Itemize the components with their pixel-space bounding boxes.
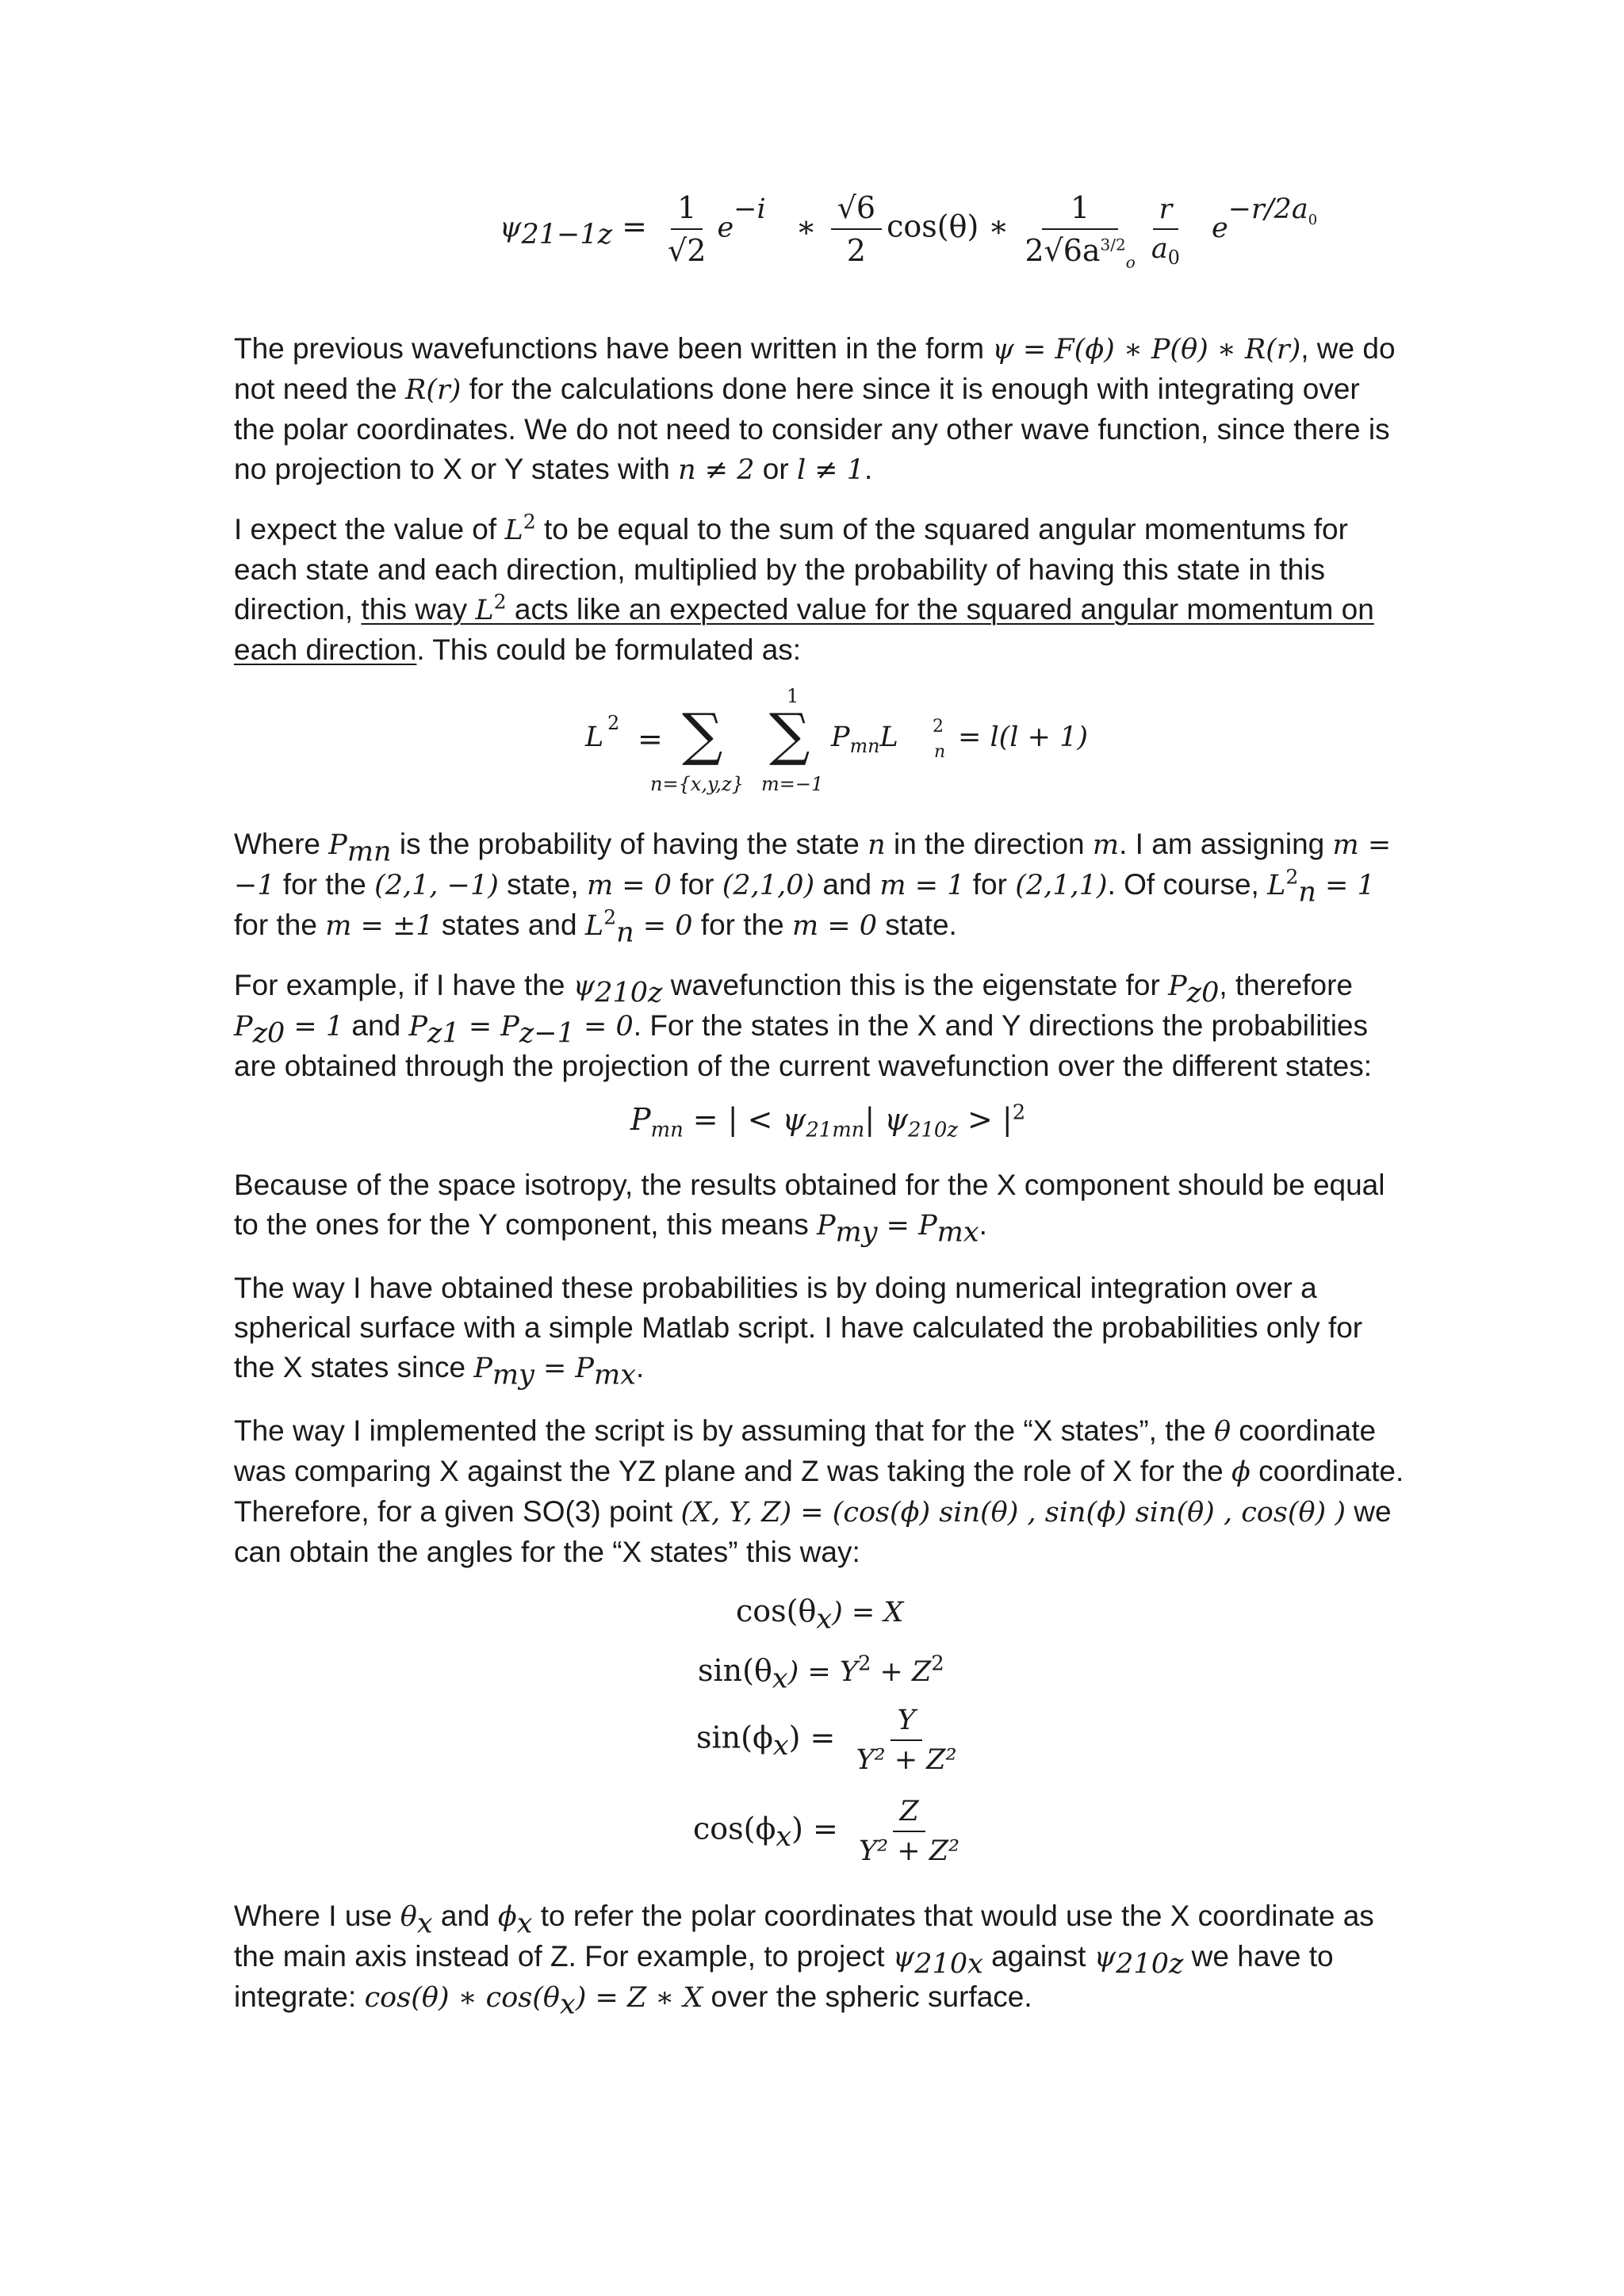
underlined-phrase: this way $L^2$ acts like an expected value for the squared angular momentum on each direction [234, 590, 1374, 666]
sum-symbol-m: ∑ [769, 701, 810, 767]
angle-equation-cos-phi: $\cos(\phi_x)$ = $\frac{Z}{\text{Y² + Z²}}$ [693, 1796, 971, 1867]
paragraph-wavefunction-form: The previous wavefunctions have been written in the form ψ = F(ϕ) ∗ P(θ) ∗ R(r), we do not need the R(r) for the calculations done here since it is enough with integrating over the polar coordinates. We do not need to consider any other wave function, since there is no projection to X or Y states with n ≠ 2 or l ≠ 1. [234, 332, 1396, 486]
paragraph-x-polar-coordinates: Where I use $\theta_x$ and $\phi_x$ to refer the polar coordinates that would use the X coordinate as the main axis instead of Z. For example, to project $\psi_{210x}$ against $\psi_{210z}$ we have to integrate: cos(θ) ∗ $\cos(\theta_x) = Z$ ∗ X over the spheric surface. [234, 1900, 1374, 2021]
exp-power: −i [733, 193, 766, 225]
decay-exp-power: −r/2a0 [1228, 193, 1318, 228]
normalization-fraction: $\frac{1}{2√6a^{3/2}_o}$ [1025, 190, 1136, 272]
fraction-y-over-y2z2: $\frac{Y}{\text{Y² + Z²}}$ [856, 1705, 957, 1776]
paragraph-script-implementation: The way I implemented the script is by assuming that for the “X states”, the θ coordinate was comparing X against the YZ plane and Z was taking the role of X for the ϕ coordinate. Therefore, for a given SO(3) point (X, Y, Z) = (cos(ϕ) sin(θ) , sin(ϕ) sin(θ) , cos(θ) ) we can obtain the angles for the “X states” this way: [234, 1414, 1404, 1568]
psi-subscript: 21−1z [521, 219, 613, 251]
paragraph-probability-definition: Where $P_{mn}$ is the probability of having the state n in the direction m. I am assigning m = −1 for the (2,1, −1) state, m = 0 for (2,1,0) and m = 1 for (2,1,1). Of course, $L^2_n = 1$ for the m = ±1 states and $L^2_n = 0$ for the m = 0 state. [234, 828, 1392, 949]
psi-symbol: ψ [500, 212, 522, 244]
sum-lower-n: n={x,y,z} [650, 773, 744, 795]
projection-equation: $P_{mn}$ = | < $\psi_{21mn}|$ $\psi_{210z} > |^2$ [630, 1100, 1026, 1142]
angle-equation-sin-theta: $\sin(\theta_x) = Y^2 + Z^2$ [698, 1651, 944, 1695]
fraction-root6-over-2: $\frac{√6}{2}$ [831, 190, 882, 268]
exp-base: e [717, 212, 734, 244]
paragraph-eigenstate-example: For example, if I have the $\psi_{210z}$ wavefunction this is the eigenstate for $P_{z0}$, therefore $P_{z0} = 1$ and $P_{z1} = P_{z-1} = 0$. For the states in the X and Y directions the probabilities are obtained through the projection of the current wavefunction over the different states: [234, 969, 1372, 1082]
r-over-a0-fraction: $\frac{r}{a_0}$ [1151, 193, 1180, 269]
sum-lower-m: m=−1 [761, 773, 824, 795]
sum-symbol-n: ∑ [682, 701, 723, 767]
angle-equation-sin-phi: $\sin(\phi_x)$ = $\frac{Y}{\text{Y² + Z²}}$ [696, 1705, 968, 1776]
document-page: $\psi_{21-1z}$ = $\frac{1}{√2}$ $e^{-i}$ ∗ $\frac{√6}{2}$ cos(θ) ∗ $\frac{1}{2√6a^{3/2}_o}$ $\frac{r}{a_0}$ $e^{-r/2a_0}$ The previous wavefunctions have been written in the form ψ = F(ϕ) ∗ P(θ) ∗ R(r), we do not need the R(r) for the calculations done here since it is enough with integrating over the polar coordinates. We do not need to consider any other wave function, since there is no projection to X or Y states with n ≠ 2 or l ≠ 1. I expect the value of $L^2$ to be equal to the sum of the squared angular momentums for each state and each direction, multiplied by the probability of having this state in this direction, this way $L^2$ acts like an expected value for the squared angular momentum on each direction. This could be formulated as: L 2 = ∑ n={x,y,z} 1 ∑ m=−1 $P_{mn}L$ 2 n = l(l + 1) Where $P_{mn}$ is the probability of having the state n in the direction m. I am assigning m = −1 for the (2,1, −1) state, m = 0 for (2,1,0) and m = 1 for (2,1,1). Of course, $L^2_n = 1$ for the m = ±1 states and $L^2_n = 0$ for the m = 0 state. For example, if I have the $\psi_{210z}$ wavefunction this is the eigenstate for $P_{z0}$, therefore $P_{z0} = 1$ and $P_{z1} = P_{z-1} = 0$. For the states in the X and Y directions the probabilities are obtained through the projection of the current wavefunction over the different states: $P_{mn}$ = | < $\psi_{21mn}|$ $\psi_{210z} > |^2$ Because of the space isotropy, the results obtained for the X component should be equal to the ones for the Y component, this means $P_{my} = P_{mx}$. The way I have obtained these probabilities is by doing numerical integration over a spherical surface with a simple Matlab script. I have calculated the probabilities only for the X states since $P_{my} = P_{mx}$. The way I implemented the script is by assuming that for the “X states”, the θ coordinate was comparing X against the YZ plane and Z was taking the role of X for the ϕ coordinate. Therefore, for a given SO(3) point (X, Y, Z) = (cos(ϕ) sin(θ) , sin(ϕ) sin(θ) , cos(θ) ) we can obtain the angles for the “X states” this way: $\cos(\theta_x) = X$ $\sin(\theta_x) = Y^2 + Z^2$ $\sin(\phi_x)$ = $\frac{Y}{\text{Y² + Z²}}$ $\cos(\phi_x)$ = $\frac{Z}{\text{Y² + Z²}}$ Where I use $\theta_x$ and $\phi_x$ to refer the polar coordinates that would use the X coordinate as the main axis instead of Z. For example, to project $\psi_{210x}$ against $\psi_{210z}$ we have to integrate: cos(θ) ∗ $\cos(\theta_x) = Z$ ∗ X over the spheric surface. [0, 0, 1624, 2296]
wavefunction-equation: $\psi_{21-1z}$ = $\frac{1}{√2}$ $e^{-i}$ ∗ $\frac{√6}{2}$ cos(θ) ∗ $\frac{1}{2√6a^{3/2}_o}$ $\frac{r}{a_0}$ $e^{-r/2a_0}$ [500, 190, 1318, 272]
fraction-z-over-y2z2: $\frac{Z}{\text{Y² + Z²}}$ [858, 1796, 960, 1867]
paragraph-expected-l2: I expect the value of $L^2$ to be equal to the sum of the squared angular momentums for each state and each direction, multiplied by the probability of having this state in this direction, this way $L^2$ acts like an expected value for the squared angular momentum on each direction. This could be formulated as: [234, 510, 1374, 666]
paragraph-isotropy: Because of the space isotropy, the results obtained for the X component should be equal to the ones for the Y component, this means $P_{my} = P_{mx}$. [234, 1169, 1385, 1249]
cos-theta: cos(θ) [887, 209, 979, 244]
decay-exp-base: e [1211, 212, 1228, 244]
sum-upper-m: 1 [787, 685, 799, 707]
fraction-one-over-root2: $\frac{1}{√2}$ [668, 190, 707, 268]
angle-equation-cos-theta: $\cos(\theta_x) = X$ [736, 1594, 904, 1636]
paragraph-numerical-integration: The way I have obtained these probabilities is by doing numerical integration over a spherical surface with a simple Matlab script. I have calculated the probabilities only for the X states since $P_{my} = P_{mx}$. [234, 1272, 1363, 1391]
